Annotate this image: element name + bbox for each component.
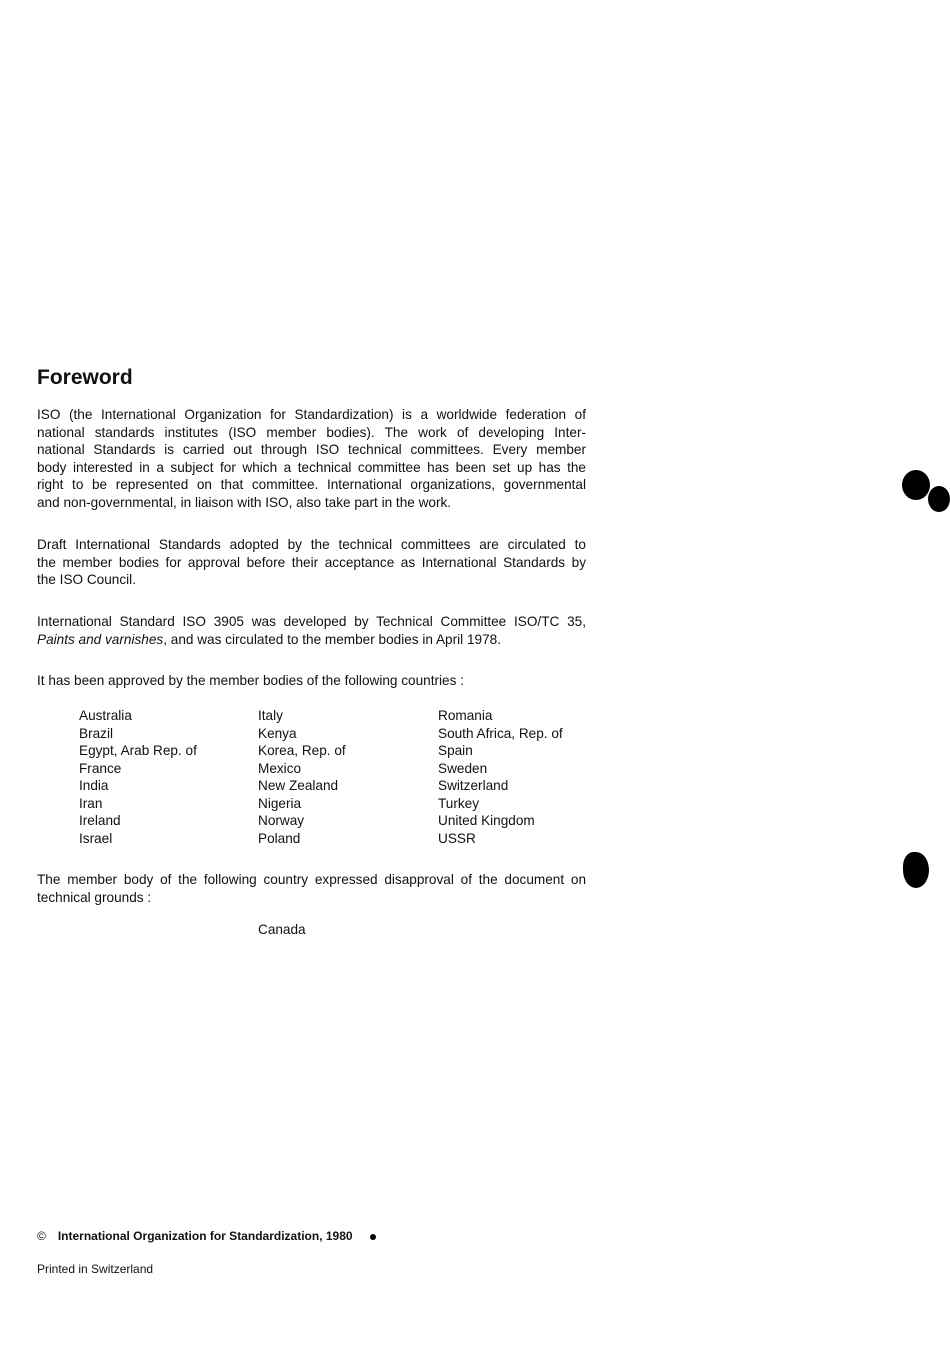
country: Spain bbox=[438, 743, 473, 758]
text-line: Draft International Standards adopted by the technical committees are circulated to bbox=[37, 537, 586, 552]
country: Turkey bbox=[438, 795, 480, 811]
country: Korea, Rep. of bbox=[258, 743, 346, 758]
text-line bbox=[37, 631, 586, 649]
text-line: the ISO Council. bbox=[37, 572, 136, 587]
copyright-line bbox=[37, 1229, 376, 1243]
country: Mexico bbox=[258, 760, 302, 776]
text-line: International Standard ISO 3905 was developed by Technical Committee ISO/TC 35, bbox=[37, 614, 586, 629]
country: India bbox=[79, 778, 109, 793]
copyright-text: International Organization for Standardization, 1980 bbox=[57, 1229, 353, 1243]
paragraph-disapproval bbox=[37, 871, 586, 906]
disapproving-country: Canada bbox=[258, 922, 306, 937]
country: France bbox=[79, 760, 122, 776]
bullet-icon bbox=[370, 1234, 376, 1240]
country: Australia bbox=[79, 708, 132, 723]
text-line: national standards institutes (ISO member bodies). The work of developing Inter- bbox=[37, 424, 586, 440]
printed-location: Printed in Switzerland bbox=[37, 1262, 154, 1276]
text-line: the member bodies for approval before their acceptance as International Standards by bbox=[37, 554, 586, 570]
paragraph-standard-origin bbox=[37, 613, 586, 648]
country: Kenya bbox=[258, 725, 297, 741]
country: Romania bbox=[438, 708, 493, 723]
country: Sweden bbox=[438, 760, 488, 776]
paragraph-iso-intro bbox=[37, 406, 586, 511]
country: Italy bbox=[258, 708, 283, 723]
paragraph-draft-standards bbox=[37, 536, 586, 589]
country: Nigeria bbox=[258, 795, 302, 811]
text-line: ISO (the International Organization for Standardization) is a worldwide federation of bbox=[37, 407, 586, 422]
country: Brazil bbox=[79, 725, 113, 741]
text-line: national Standards is carried out through ISO technical committees. Every member bbox=[37, 442, 586, 457]
country-column-3 bbox=[438, 707, 563, 847]
country: Egypt, Arab Rep. of bbox=[79, 743, 197, 758]
paragraph-approval bbox=[37, 672, 586, 690]
page-title: Foreword bbox=[37, 366, 133, 389]
country: South Africa, Rep. of bbox=[438, 725, 563, 741]
country: Israel bbox=[79, 830, 113, 846]
copyright-icon: © bbox=[37, 1229, 46, 1243]
country: United Kingdom bbox=[438, 813, 535, 828]
country: USSR bbox=[438, 830, 476, 846]
country-column-2 bbox=[258, 707, 346, 847]
country: Ireland bbox=[79, 813, 121, 828]
scan-blot bbox=[928, 486, 950, 512]
text-line: The member body of the following country expressed disapproval of the document on bbox=[37, 872, 586, 887]
scan-blot bbox=[902, 470, 930, 500]
text-line: right to be represented on that committee. International organizations, governmental bbox=[37, 477, 586, 492]
text-line: It has been approved by the member bodies of the following countries : bbox=[37, 673, 464, 688]
scan-blot bbox=[903, 852, 929, 888]
country: Poland bbox=[258, 830, 301, 846]
country-column-1 bbox=[79, 707, 197, 847]
committee-name: Paints and varnishes bbox=[37, 631, 164, 647]
country: Switzerland bbox=[438, 778, 509, 793]
text-line: body interested in a subject for which a technical committee has been set up has the bbox=[37, 459, 586, 475]
country: New Zealand bbox=[258, 778, 339, 793]
country: Norway bbox=[258, 813, 305, 828]
text-line: technical grounds : bbox=[37, 889, 152, 905]
text-line: and non-governmental, in liaison with ISO, also take part in the work. bbox=[37, 494, 452, 510]
text-fragment: , and was circulated to the member bodies in April 1978. bbox=[163, 631, 501, 647]
country: Iran bbox=[79, 795, 103, 811]
